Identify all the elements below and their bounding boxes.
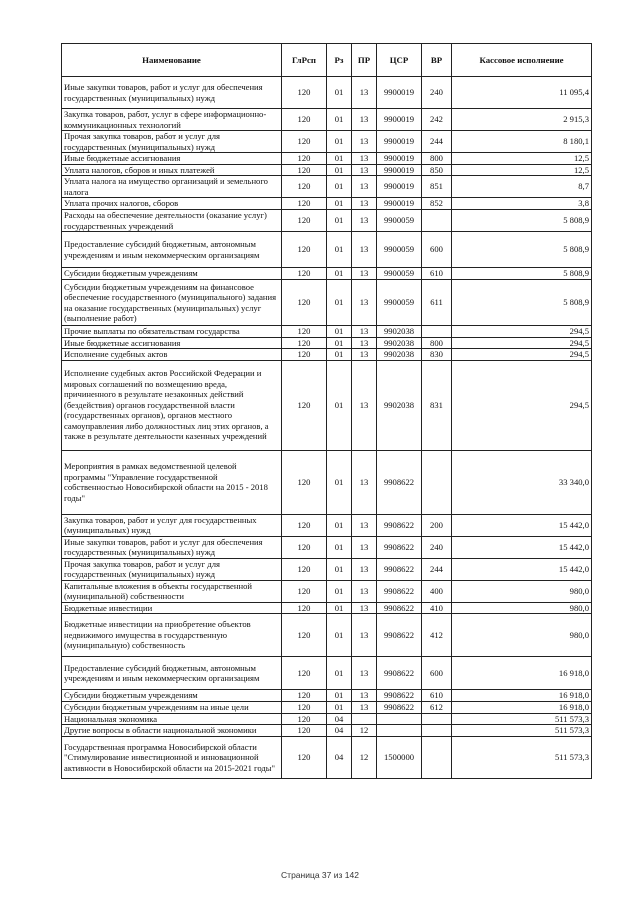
row-name: Другие вопросы в области национальной экономики bbox=[62, 725, 282, 737]
row-rz: 01 bbox=[327, 198, 352, 210]
row-rz: 01 bbox=[327, 232, 352, 268]
row-glrsp: 120 bbox=[282, 232, 327, 268]
row-pr: 13 bbox=[352, 280, 377, 326]
row-glrsp: 120 bbox=[282, 210, 327, 232]
row-csr: 9902038 bbox=[377, 349, 422, 361]
row-rz: 01 bbox=[327, 153, 352, 165]
budget-table bbox=[61, 43, 592, 779]
row-pr: 12 bbox=[352, 737, 377, 779]
row-vr: 240 bbox=[422, 77, 452, 109]
table-row bbox=[62, 164, 592, 176]
row-pr: 13 bbox=[352, 702, 377, 714]
row-glrsp: 120 bbox=[282, 176, 327, 198]
table-row bbox=[62, 326, 592, 338]
row-amount: 5 808,9 bbox=[452, 210, 592, 232]
row-name: Субсидии бюджетным учреждениям на финансовое обеспечение государственного (муниципального) задания на оказание государственных (муниципальных) услуг (выполнение работ) bbox=[62, 280, 282, 326]
row-amount: 980,0 bbox=[452, 614, 592, 657]
row-csr: 9908622 bbox=[377, 702, 422, 714]
row-vr: 612 bbox=[422, 702, 452, 714]
row-pr: 13 bbox=[352, 690, 377, 702]
table-row bbox=[62, 602, 592, 614]
row-glrsp: 120 bbox=[282, 164, 327, 176]
row-glrsp: 120 bbox=[282, 702, 327, 714]
row-rz: 01 bbox=[327, 614, 352, 657]
row-rz: 01 bbox=[327, 326, 352, 338]
row-amount: 294,5 bbox=[452, 326, 592, 338]
row-name: Расходы на обеспечение деятельности (оказание услуг) государственных учреждений bbox=[62, 210, 282, 232]
row-glrsp: 120 bbox=[282, 713, 327, 725]
row-amount: 5 808,9 bbox=[452, 268, 592, 280]
row-name: Иные закупки товаров, работ и услуг для обеспечения государственных (муниципальных) нужд bbox=[62, 77, 282, 109]
row-name: Субсидии бюджетным учреждениям на иные цели bbox=[62, 702, 282, 714]
row-rz: 01 bbox=[327, 337, 352, 349]
row-csr: 1500000 bbox=[377, 737, 422, 779]
header-amount: Кассовое исполнение bbox=[452, 44, 592, 77]
row-glrsp: 120 bbox=[282, 337, 327, 349]
row-csr: 9900019 bbox=[377, 164, 422, 176]
row-name: Мероприятия в рамках ведомственной целевой программы "Управление государственной собственностью Новосибирской области на 2015 - 2018 годы" bbox=[62, 450, 282, 514]
table-row bbox=[62, 558, 592, 580]
table-row bbox=[62, 153, 592, 165]
row-rz: 01 bbox=[327, 131, 352, 153]
row-pr: 13 bbox=[352, 232, 377, 268]
row-glrsp: 120 bbox=[282, 657, 327, 690]
row-pr: 13 bbox=[352, 536, 377, 558]
row-name: Уплата прочих налогов, сборов bbox=[62, 198, 282, 210]
header-name: Наименование bbox=[62, 44, 282, 77]
row-vr: 800 bbox=[422, 153, 452, 165]
row-csr: 9900059 bbox=[377, 232, 422, 268]
row-name: Субсидии бюджетным учреждениям bbox=[62, 268, 282, 280]
row-glrsp: 120 bbox=[282, 558, 327, 580]
table-row bbox=[62, 337, 592, 349]
row-vr: 412 bbox=[422, 614, 452, 657]
row-glrsp: 120 bbox=[282, 131, 327, 153]
row-glrsp: 120 bbox=[282, 737, 327, 779]
table-row bbox=[62, 176, 592, 198]
row-csr bbox=[377, 713, 422, 725]
row-amount: 511 573,3 bbox=[452, 737, 592, 779]
table-row bbox=[62, 536, 592, 558]
row-pr: 13 bbox=[352, 326, 377, 338]
row-glrsp: 120 bbox=[282, 77, 327, 109]
row-name: Исполнение судебных актов bbox=[62, 349, 282, 361]
row-pr: 13 bbox=[352, 153, 377, 165]
row-name: Уплата налога на имущество организаций и земельного налога bbox=[62, 176, 282, 198]
page-number: Страница 37 из 142 bbox=[281, 870, 359, 880]
row-amount: 16 918,0 bbox=[452, 657, 592, 690]
row-pr: 13 bbox=[352, 450, 377, 514]
row-pr bbox=[352, 713, 377, 725]
row-vr: 242 bbox=[422, 109, 452, 131]
row-glrsp: 120 bbox=[282, 536, 327, 558]
row-pr: 13 bbox=[352, 337, 377, 349]
row-csr: 9900019 bbox=[377, 198, 422, 210]
row-name: Государственная программа Новосибирской области "Стимулирование инвестиционной и инновационной активности в Новосибирской области на 2015-2021 годы" bbox=[62, 737, 282, 779]
row-csr: 9900059 bbox=[377, 268, 422, 280]
row-vr: 410 bbox=[422, 602, 452, 614]
row-pr: 13 bbox=[352, 614, 377, 657]
row-vr bbox=[422, 737, 452, 779]
row-vr: 850 bbox=[422, 164, 452, 176]
header-pr: ПР bbox=[352, 44, 377, 77]
row-amount: 3,8 bbox=[452, 198, 592, 210]
row-csr: 9902038 bbox=[377, 360, 422, 450]
row-vr: 851 bbox=[422, 176, 452, 198]
row-csr: 9908622 bbox=[377, 514, 422, 536]
row-rz: 01 bbox=[327, 280, 352, 326]
row-amount: 2 915,3 bbox=[452, 109, 592, 131]
table-row bbox=[62, 450, 592, 514]
row-csr: 9900019 bbox=[377, 131, 422, 153]
row-name: Закупка товаров, работ и услуг для государственных (муниципальных) нужд bbox=[62, 514, 282, 536]
row-amount: 11 095,4 bbox=[452, 77, 592, 109]
row-name: Бюджетные инвестиции на приобретение объектов недвижимого имущества в государственную (муниципальную) собственность bbox=[62, 614, 282, 657]
row-vr: 610 bbox=[422, 690, 452, 702]
table-row bbox=[62, 725, 592, 737]
row-pr: 12 bbox=[352, 725, 377, 737]
row-vr: 244 bbox=[422, 558, 452, 580]
row-amount: 5 808,9 bbox=[452, 280, 592, 326]
row-rz: 01 bbox=[327, 602, 352, 614]
table-row bbox=[62, 580, 592, 602]
row-pr: 13 bbox=[352, 602, 377, 614]
row-pr: 13 bbox=[352, 176, 377, 198]
row-csr: 9908622 bbox=[377, 614, 422, 657]
row-name: Иные закупки товаров, работ и услуг для обеспечения государственных (муниципальных) нужд bbox=[62, 536, 282, 558]
row-vr: 830 bbox=[422, 349, 452, 361]
row-rz: 01 bbox=[327, 450, 352, 514]
row-name: Закупка товаров, работ, услуг в сфере информационно-коммуникационных технологий bbox=[62, 109, 282, 131]
row-name: Предоставление субсидий бюджетным, автономным учреждениям и иным некоммерческим организациям bbox=[62, 232, 282, 268]
row-rz: 01 bbox=[327, 164, 352, 176]
row-rz: 01 bbox=[327, 580, 352, 602]
row-vr bbox=[422, 210, 452, 232]
row-name: Иные бюджетные ассигнования bbox=[62, 337, 282, 349]
row-name: Прочая закупка товаров, работ и услуг для государственных (муниципальных) нужд bbox=[62, 131, 282, 153]
row-amount: 15 442,0 bbox=[452, 514, 592, 536]
row-pr: 13 bbox=[352, 77, 377, 109]
row-amount: 12,5 bbox=[452, 153, 592, 165]
row-csr: 9900019 bbox=[377, 109, 422, 131]
row-glrsp: 120 bbox=[282, 360, 327, 450]
row-glrsp: 120 bbox=[282, 450, 327, 514]
row-amount: 8,7 bbox=[452, 176, 592, 198]
row-pr: 13 bbox=[352, 349, 377, 361]
table-row bbox=[62, 198, 592, 210]
table-row bbox=[62, 737, 592, 779]
row-amount: 5 808,9 bbox=[452, 232, 592, 268]
row-name: Исполнение судебных актов Российской Федерации и мировых соглашений по возмещению вреда, причиненного в результате незаконных действий (бездействия) органов государственной власти (государственных органов), органов местного самоуправления либо должностных лиц этих органов, а также в результате деятельности казенных учреждений bbox=[62, 360, 282, 450]
row-csr: 9900059 bbox=[377, 280, 422, 326]
row-amount: 511 573,3 bbox=[452, 725, 592, 737]
row-name: Предоставление субсидий бюджетным, автономным учреждениям и иным некоммерческим организациям bbox=[62, 657, 282, 690]
row-csr: 9908622 bbox=[377, 558, 422, 580]
table-row bbox=[62, 713, 592, 725]
row-amount: 294,5 bbox=[452, 349, 592, 361]
row-name: Национальная экономика bbox=[62, 713, 282, 725]
row-rz: 01 bbox=[327, 514, 352, 536]
row-amount: 8 180,1 bbox=[452, 131, 592, 153]
table-header-row bbox=[62, 44, 592, 77]
row-csr: 9900019 bbox=[377, 176, 422, 198]
row-amount: 15 442,0 bbox=[452, 558, 592, 580]
row-glrsp: 120 bbox=[282, 153, 327, 165]
header-vr: ВР bbox=[422, 44, 452, 77]
row-name: Прочие выплаты по обязательствам государства bbox=[62, 326, 282, 338]
row-csr: 9908622 bbox=[377, 657, 422, 690]
row-csr: 9902038 bbox=[377, 337, 422, 349]
row-pr: 13 bbox=[352, 131, 377, 153]
row-vr: 240 bbox=[422, 536, 452, 558]
row-amount: 511 573,3 bbox=[452, 713, 592, 725]
row-pr: 13 bbox=[352, 268, 377, 280]
table-row bbox=[62, 514, 592, 536]
row-amount: 294,5 bbox=[452, 360, 592, 450]
row-rz: 01 bbox=[327, 558, 352, 580]
row-vr: 800 bbox=[422, 337, 452, 349]
row-vr bbox=[422, 326, 452, 338]
row-rz: 04 bbox=[327, 713, 352, 725]
table-row bbox=[62, 109, 592, 131]
row-rz: 01 bbox=[327, 210, 352, 232]
row-name: Бюджетные инвестиции bbox=[62, 602, 282, 614]
table-row bbox=[62, 280, 592, 326]
row-vr: 400 bbox=[422, 580, 452, 602]
row-amount: 12,5 bbox=[452, 164, 592, 176]
table-row bbox=[62, 702, 592, 714]
row-vr: 600 bbox=[422, 232, 452, 268]
row-csr: 9900019 bbox=[377, 77, 422, 109]
row-csr bbox=[377, 725, 422, 737]
row-rz: 01 bbox=[327, 702, 352, 714]
row-rz: 01 bbox=[327, 536, 352, 558]
table-row bbox=[62, 360, 592, 450]
row-pr: 13 bbox=[352, 558, 377, 580]
row-rz: 01 bbox=[327, 268, 352, 280]
header-glrsp: ГлРсп bbox=[282, 44, 327, 77]
row-vr bbox=[422, 450, 452, 514]
table-row bbox=[62, 77, 592, 109]
table-row bbox=[62, 657, 592, 690]
row-amount: 980,0 bbox=[452, 580, 592, 602]
row-vr bbox=[422, 713, 452, 725]
row-pr: 13 bbox=[352, 514, 377, 536]
row-glrsp: 120 bbox=[282, 326, 327, 338]
row-vr: 610 bbox=[422, 268, 452, 280]
row-vr: 600 bbox=[422, 657, 452, 690]
row-csr: 9908622 bbox=[377, 602, 422, 614]
row-glrsp: 120 bbox=[282, 109, 327, 131]
row-glrsp: 120 bbox=[282, 514, 327, 536]
row-pr: 13 bbox=[352, 109, 377, 131]
header-csr: ЦСР bbox=[377, 44, 422, 77]
table-row bbox=[62, 349, 592, 361]
row-rz: 01 bbox=[327, 690, 352, 702]
row-glrsp: 120 bbox=[282, 198, 327, 210]
row-glrsp: 120 bbox=[282, 725, 327, 737]
row-pr: 13 bbox=[352, 198, 377, 210]
row-rz: 04 bbox=[327, 737, 352, 779]
row-name: Иные бюджетные ассигнования bbox=[62, 153, 282, 165]
row-vr: 611 bbox=[422, 280, 452, 326]
table-row bbox=[62, 131, 592, 153]
row-pr: 13 bbox=[352, 360, 377, 450]
row-pr: 13 bbox=[352, 580, 377, 602]
row-name: Прочая закупка товаров, работ и услуг для государственных (муниципальных) нужд bbox=[62, 558, 282, 580]
row-vr: 244 bbox=[422, 131, 452, 153]
row-amount: 980,0 bbox=[452, 602, 592, 614]
row-csr: 9908622 bbox=[377, 580, 422, 602]
row-csr: 9908622 bbox=[377, 690, 422, 702]
row-amount: 16 918,0 bbox=[452, 690, 592, 702]
row-amount: 33 340,0 bbox=[452, 450, 592, 514]
row-glrsp: 120 bbox=[282, 580, 327, 602]
row-rz: 04 bbox=[327, 725, 352, 737]
row-rz: 01 bbox=[327, 109, 352, 131]
row-vr: 200 bbox=[422, 514, 452, 536]
row-glrsp: 120 bbox=[282, 602, 327, 614]
row-rz: 01 bbox=[327, 176, 352, 198]
row-rz: 01 bbox=[327, 349, 352, 361]
table-row bbox=[62, 690, 592, 702]
row-vr: 852 bbox=[422, 198, 452, 210]
row-csr: 9908622 bbox=[377, 536, 422, 558]
row-name: Капитальные вложения в объекты государственной (муниципальной) собственности bbox=[62, 580, 282, 602]
row-pr: 13 bbox=[352, 164, 377, 176]
table-row bbox=[62, 614, 592, 657]
row-amount: 16 918,0 bbox=[452, 702, 592, 714]
table-row bbox=[62, 232, 592, 268]
row-rz: 01 bbox=[327, 360, 352, 450]
table-row bbox=[62, 268, 592, 280]
header-rz: Рз bbox=[327, 44, 352, 77]
row-csr: 9908622 bbox=[377, 450, 422, 514]
row-vr bbox=[422, 725, 452, 737]
row-pr: 13 bbox=[352, 210, 377, 232]
table-row bbox=[62, 210, 592, 232]
row-rz: 01 bbox=[327, 77, 352, 109]
row-rz: 01 bbox=[327, 657, 352, 690]
row-glrsp: 120 bbox=[282, 280, 327, 326]
row-amount: 294,5 bbox=[452, 337, 592, 349]
row-amount: 15 442,0 bbox=[452, 536, 592, 558]
row-pr: 13 bbox=[352, 657, 377, 690]
row-glrsp: 120 bbox=[282, 349, 327, 361]
row-glrsp: 120 bbox=[282, 690, 327, 702]
row-glrsp: 120 bbox=[282, 614, 327, 657]
row-glrsp: 120 bbox=[282, 268, 327, 280]
row-csr: 9900019 bbox=[377, 153, 422, 165]
row-name: Субсидии бюджетным учреждениям bbox=[62, 690, 282, 702]
row-name: Уплата налогов, сборов и иных платежей bbox=[62, 164, 282, 176]
row-csr: 9902038 bbox=[377, 326, 422, 338]
row-vr: 831 bbox=[422, 360, 452, 450]
row-csr: 9900059 bbox=[377, 210, 422, 232]
